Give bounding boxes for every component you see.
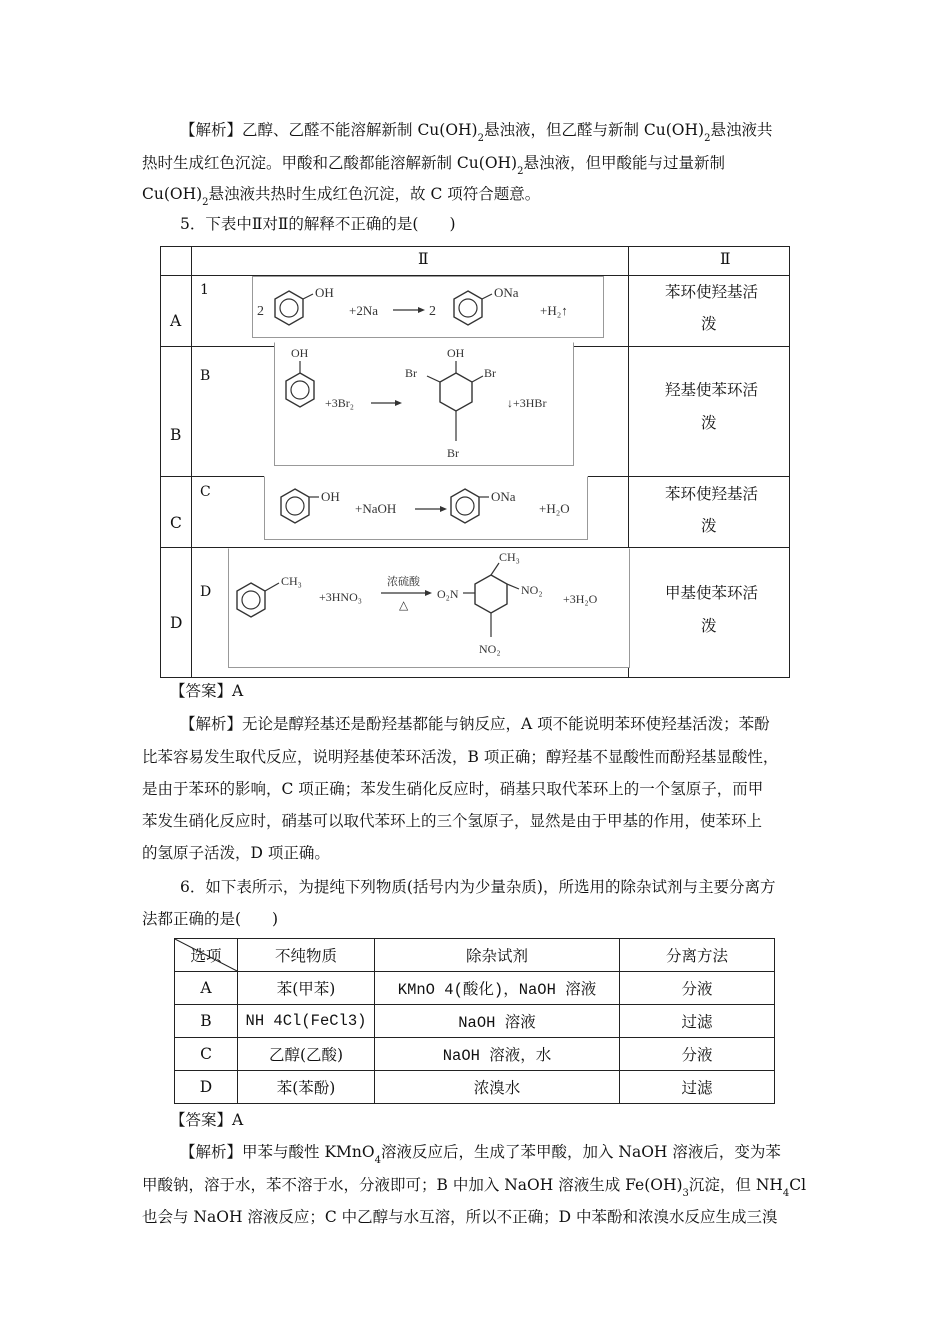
q5-analysis-line-1: 【解析】无论是醇羟基还是酚羟基都能与钠反应，A 项不能说明苯环使羟基活泼；苯酚 xyxy=(180,715,770,733)
q5-analysis-line-5: 的氢原子活泼，D 项正确。 xyxy=(142,844,330,862)
table-row: B NH 4Cl(FeCl3) NaOH 溶液 过滤 xyxy=(175,1005,775,1038)
benzene-ring-icon xyxy=(275,291,303,325)
eq-b-br2: Br xyxy=(484,366,496,380)
eq-d-ch3: CH₃ xyxy=(281,574,302,588)
benzene-ring-icon xyxy=(451,489,479,523)
eq-d-ch3b: CH₃ xyxy=(499,550,520,564)
eq-a-ona: ONa xyxy=(494,285,519,300)
benzene-ring-icon xyxy=(454,291,482,325)
row-c-explain-1: 苯环使羟基活 xyxy=(665,485,759,503)
row-a-inner: 1 xyxy=(200,282,209,298)
q6-analysis-line-1: 【解析】甲苯与酸性 KMnO$_4$溶液反应后，生成了苯甲酸，加入 NaOH 溶液后，变为苯 xyxy=(180,1143,781,1166)
q6-header-impure: 不纯物质 xyxy=(238,939,375,972)
eq-b-reagent: +3Br₂ xyxy=(325,396,354,410)
eq-d-reagent: +3HNO₃ xyxy=(319,590,362,604)
intro-line-1: 【解析】乙醇、乙醛不能溶解新制 $Cu(OH)_2$悬浊液，但乙醛与新制 $Cu(OH)_2$悬浊液共 xyxy=(180,121,773,144)
eq-a-h2: +H₂↑ xyxy=(540,303,568,318)
eq-c-reagent: +NaOH xyxy=(355,501,397,516)
row-b-explain-1: 羟基使苯环活 xyxy=(665,381,759,399)
q5-answer: 【答案】A xyxy=(170,682,244,700)
row-b-explain-2: 泼 xyxy=(701,414,717,432)
arrow-icon xyxy=(425,590,432,596)
row-a-letter: A xyxy=(170,312,182,330)
eq-a-coef2: 2 xyxy=(429,304,436,319)
eq-d-condition-bottom: △ xyxy=(399,598,409,612)
q5-question: 5．下表中Ⅱ对Ⅱ的解释不正确的是( ) xyxy=(180,215,456,233)
q5-analysis-line-2: 比苯容易发生取代反应，说明羟基使苯环活泼，B 项正确；醇羟基不显酸性而酚羟基显酸性， xyxy=(142,748,779,766)
q6-answer: 【答案】A xyxy=(170,1111,244,1129)
eq-d-no2b: NO₂ xyxy=(479,642,501,656)
eq-a-na: +2Na xyxy=(349,303,378,318)
eq-b-oh2: OH xyxy=(447,346,465,360)
eq-d-condition-top: 浓硫酸 xyxy=(387,576,420,588)
eq-b-oh1: OH xyxy=(291,346,309,360)
intro-label: 【解析】 xyxy=(180,121,243,139)
row-b-letter: B xyxy=(170,426,182,444)
diagonal-slash-icon xyxy=(175,939,237,971)
table-row: D 苯(苯酚) 浓溴水 过滤 xyxy=(175,1071,775,1104)
row-d-explain-2: 泼 xyxy=(701,617,717,635)
equation-c-image xyxy=(264,476,588,540)
row-d-inner: D xyxy=(200,584,212,600)
intro-line-3: $Cu(OH)_2$悬浊液共热时生成红色沉淀，故 C 项符合题意。 xyxy=(142,185,541,208)
row-d-letter: D xyxy=(170,614,183,632)
row-b-inner: B xyxy=(200,368,211,384)
row-c-inner: C xyxy=(200,484,211,500)
row-a-explain-2: 泼 xyxy=(701,315,717,333)
intro-line-2: 热时生成红色沉淀。甲酸和乙酸都能溶解新制 $Cu(OH)_2$悬浊液，但甲酸能与过量新制 xyxy=(142,154,725,177)
benzene-ring-icon xyxy=(281,489,309,523)
eq-d-o2n: O₂N xyxy=(437,587,459,601)
q5-analysis-line-4: 苯发生硝化反应时，硝基可以取代苯环上的三个氢原子，显然是由于甲基的作用，使苯环上 xyxy=(142,812,763,830)
equation-d-image xyxy=(228,548,630,668)
benzene-ring-icon xyxy=(286,373,314,407)
q6-header-reagent: 除杂试剂 xyxy=(375,939,620,972)
q5-table xyxy=(160,246,790,678)
q6-question-line-1: 6．如下表所示，为提纯下列物质(括号内为少量杂质)，所选用的除杂试剂与主要分离方 xyxy=(180,878,776,896)
arrow-icon xyxy=(418,307,425,313)
row-a-explain-1: 苯环使羟基活 xyxy=(665,283,759,301)
eq-c-oh: OH xyxy=(321,489,340,504)
q6-analysis-line-3: 也会与 NaOH 溶液反应；C 中乙醇与水互溶，所以不正确；D 中苯酚和浓溴水反应生成三溴 xyxy=(142,1208,778,1226)
q6-table xyxy=(174,938,775,1104)
equation-a-image xyxy=(252,276,604,338)
benzene-ring-icon xyxy=(440,373,472,411)
header-mid: Ⅱ xyxy=(418,250,429,268)
eq-d-product: +3H₂O xyxy=(563,592,598,606)
eq-a-oh: OH xyxy=(315,285,334,300)
table-row: A 苯(甲苯) KMnO 4(酸化)，NaOH 溶液 分液 xyxy=(175,972,775,1005)
arrow-icon xyxy=(395,400,402,406)
header-right: Ⅱ xyxy=(720,250,731,268)
benzene-ring-icon xyxy=(237,583,265,617)
q6-header-method: 分离方法 xyxy=(620,939,775,972)
row-c-explain-2: 泼 xyxy=(701,517,717,535)
q6-header-row xyxy=(175,939,775,972)
eq-b-br3: Br xyxy=(447,446,459,460)
eq-d-no2a: NO₂ xyxy=(521,583,543,597)
equation-b-image xyxy=(274,342,574,466)
q6-question-line-2: 法都正确的是( ) xyxy=(142,910,279,928)
q6-analysis-line-2: 甲酸钠，溶于水，苯不溶于水，分液即可；B 中加入 NaOH 溶液生成 $Fe(OH)_3$沉淀，但 $NH_4Cl$ xyxy=(142,1176,807,1199)
eq-c-product: +H₂O xyxy=(539,501,570,516)
eq-c-ona: ONa xyxy=(491,489,516,504)
eq-a-coef1: 2 xyxy=(257,304,264,319)
arrow-icon xyxy=(440,506,447,512)
row-d-explain-1: 甲基使苯环活 xyxy=(665,584,759,602)
q6-header-option: 选项 xyxy=(175,939,238,972)
eq-b-br1: Br xyxy=(405,366,417,380)
q5-analysis-line-3: 是由于苯环的影响，C 项正确；苯发生硝化反应时，硝基只取代苯环上的一个氢原子，而甲 xyxy=(142,780,764,798)
row-c-letter: C xyxy=(170,514,182,532)
eq-b-product: ↓+3HBr xyxy=(507,396,547,410)
benzene-ring-icon xyxy=(475,575,507,613)
table-row: C 乙醇(乙酸) NaOH 溶液，水 分液 xyxy=(175,1038,775,1071)
